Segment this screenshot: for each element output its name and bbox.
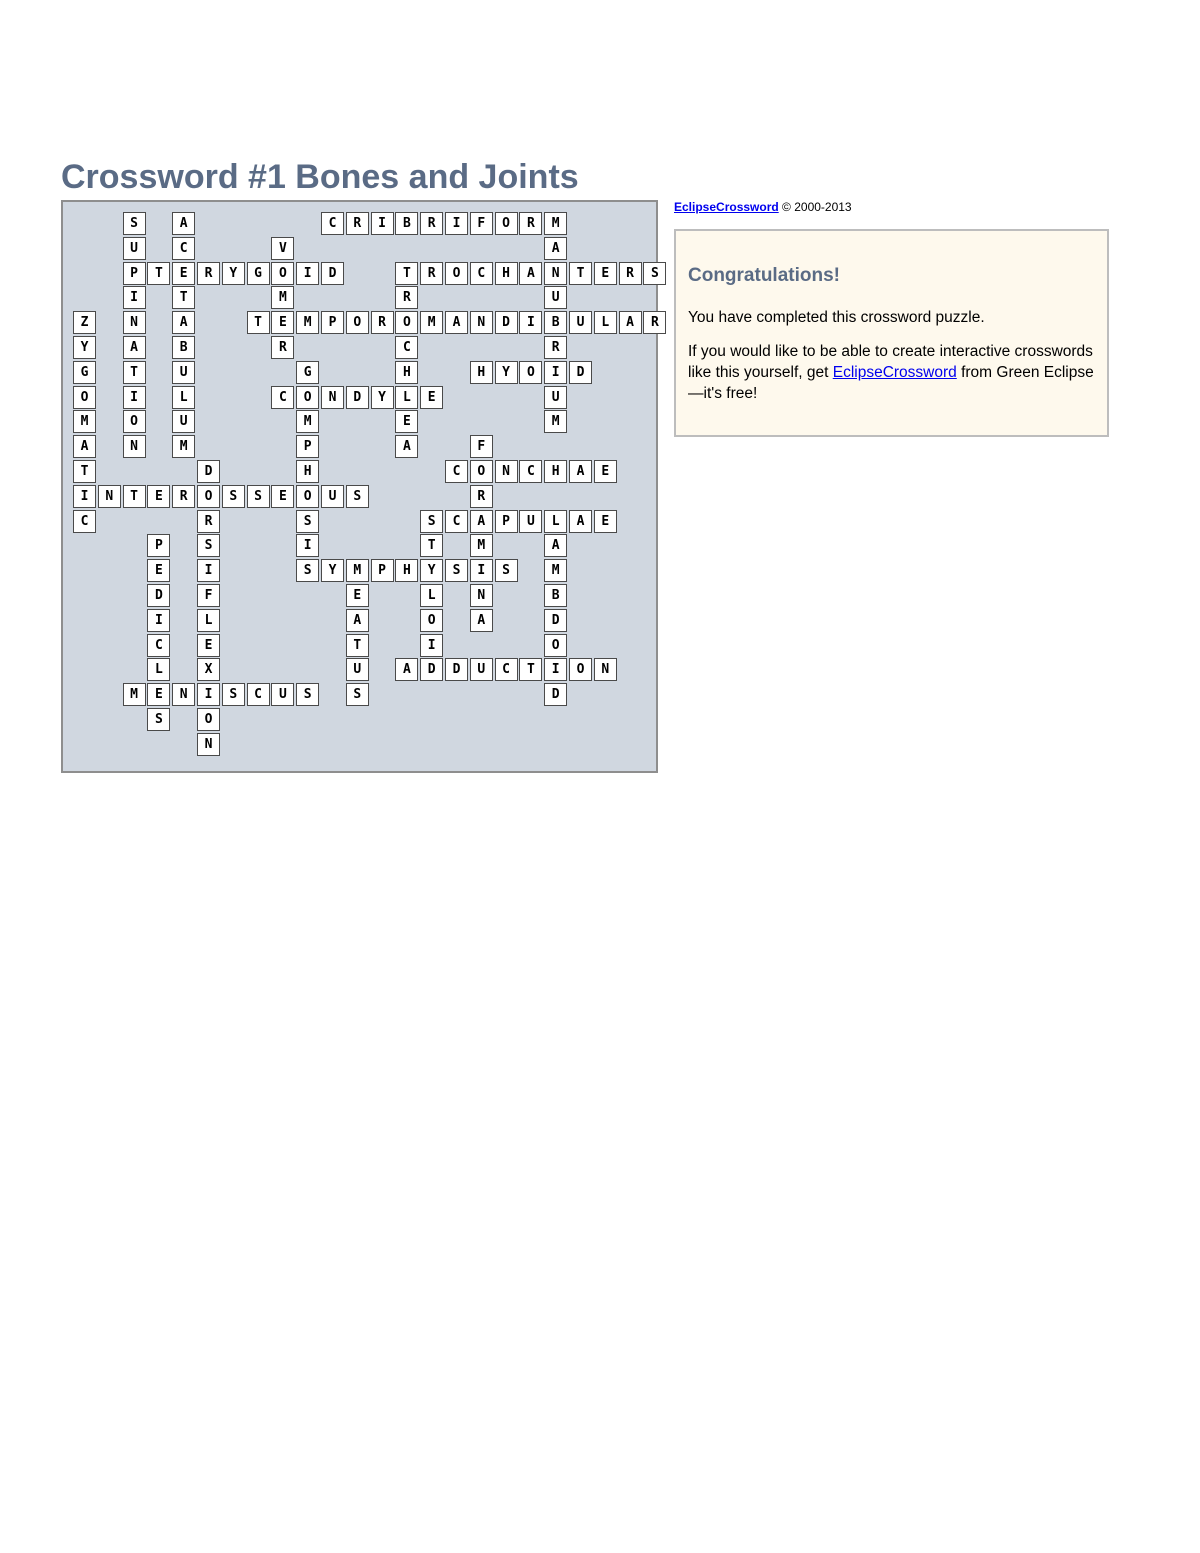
crossword-cell[interactable]: H bbox=[470, 361, 493, 384]
crossword-cell[interactable]: F bbox=[197, 584, 220, 607]
copyright-line bbox=[674, 200, 852, 214]
crossword-cell[interactable]: A bbox=[395, 435, 418, 458]
promo-text-after: from Green Eclipse—it's free! bbox=[688, 364, 1094, 402]
crossword-cell[interactable]: Y bbox=[73, 336, 96, 359]
crossword-cell[interactable]: U bbox=[321, 485, 344, 508]
crossword-cell[interactable]: Y bbox=[371, 386, 394, 409]
crossword-cell[interactable]: P bbox=[371, 559, 394, 582]
crossword-cell[interactable]: P bbox=[296, 435, 319, 458]
crossword-cell[interactable]: D bbox=[544, 609, 567, 632]
crossword-cell[interactable]: C bbox=[321, 212, 344, 235]
crossword-cell[interactable]: V bbox=[271, 237, 294, 260]
crossword-cell[interactable]: D bbox=[147, 584, 170, 607]
crossword-cell[interactable]: S bbox=[420, 510, 443, 533]
promo-text-before: If you would like to be able to create interactive crosswords like this yourself, get bbox=[688, 343, 1093, 381]
congratulations-title: Congratulations! bbox=[688, 265, 840, 286]
crossword-cell[interactable]: S bbox=[222, 683, 245, 706]
crossword-cell[interactable]: E bbox=[197, 634, 220, 657]
crossword-cell[interactable]: A bbox=[544, 534, 567, 557]
crossword-cell[interactable]: I bbox=[445, 212, 468, 235]
crossword-cell[interactable]: E bbox=[420, 386, 443, 409]
crossword-cell[interactable]: E bbox=[172, 262, 195, 285]
eclipsecrossword-link[interactable]: EclipseCrossword bbox=[674, 200, 779, 214]
crossword-cell[interactable]: U bbox=[172, 410, 195, 433]
crossword-cell[interactable]: U bbox=[123, 237, 146, 260]
crossword-cell[interactable]: C bbox=[271, 386, 294, 409]
crossword-cell[interactable]: T bbox=[73, 460, 96, 483]
crossword-cell[interactable]: I bbox=[470, 559, 493, 582]
crossword-cell[interactable]: N bbox=[544, 262, 567, 285]
crossword-cell[interactable]: M bbox=[271, 286, 294, 309]
crossword-cell[interactable]: I bbox=[296, 534, 319, 557]
crossword-cell[interactable]: N bbox=[98, 485, 121, 508]
crossword-cell[interactable]: C bbox=[445, 510, 468, 533]
crossword-cell[interactable]: A bbox=[346, 609, 369, 632]
crossword-cell[interactable]: A bbox=[172, 311, 195, 334]
crossword-cell[interactable]: O bbox=[544, 634, 567, 657]
crossword-cell[interactable]: R bbox=[172, 485, 195, 508]
crossword-cell[interactable]: A bbox=[470, 510, 493, 533]
crossword-cell[interactable]: R bbox=[197, 510, 220, 533]
crossword-cell[interactable]: O bbox=[495, 212, 518, 235]
crossword-cell[interactable]: I bbox=[519, 311, 542, 334]
crossword-cell[interactable]: U bbox=[271, 683, 294, 706]
crossword-cell[interactable]: C bbox=[495, 658, 518, 681]
crossword-cell[interactable]: P bbox=[495, 510, 518, 533]
crossword-cell[interactable]: G bbox=[247, 262, 270, 285]
crossword-cell[interactable]: O bbox=[346, 311, 369, 334]
crossword-cell[interactable]: U bbox=[544, 286, 567, 309]
crossword-cell[interactable]: C bbox=[147, 634, 170, 657]
crossword-cell[interactable]: I bbox=[371, 212, 394, 235]
crossword-cell[interactable]: N bbox=[495, 460, 518, 483]
crossword-cell[interactable]: R bbox=[619, 262, 642, 285]
crossword-cell[interactable]: L bbox=[395, 386, 418, 409]
crossword-cell[interactable]: A bbox=[544, 237, 567, 260]
crossword-cell[interactable]: M bbox=[544, 559, 567, 582]
crossword-cell[interactable]: H bbox=[544, 460, 567, 483]
crossword-cell[interactable]: M bbox=[544, 212, 567, 235]
crossword-cell[interactable]: E bbox=[395, 410, 418, 433]
crossword-cell[interactable]: T bbox=[123, 361, 146, 384]
crossword-cell[interactable]: L bbox=[594, 311, 617, 334]
crossword-cell[interactable]: T bbox=[123, 485, 146, 508]
crossword-cell[interactable]: A bbox=[445, 311, 468, 334]
crossword-cell[interactable]: M bbox=[420, 311, 443, 334]
crossword-cell[interactable]: C bbox=[172, 237, 195, 260]
crossword-cell[interactable]: D bbox=[569, 361, 592, 384]
page-title: Crossword #1 Bones and Joints bbox=[61, 158, 579, 196]
crossword-cell[interactable]: L bbox=[420, 584, 443, 607]
crossword-cell[interactable]: E bbox=[147, 559, 170, 582]
crossword-cell[interactable]: N bbox=[321, 386, 344, 409]
crossword-cell[interactable]: X bbox=[197, 658, 220, 681]
crossword-cell[interactable]: S bbox=[296, 510, 319, 533]
crossword-cell[interactable]: D bbox=[445, 658, 468, 681]
crossword-cell[interactable]: D bbox=[495, 311, 518, 334]
promo-eclipsecrossword-link[interactable]: EclipseCrossword bbox=[832, 364, 957, 381]
crossword-cell[interactable]: M bbox=[73, 410, 96, 433]
crossword-cell[interactable]: M bbox=[296, 410, 319, 433]
crossword-cell[interactable]: D bbox=[321, 262, 344, 285]
crossword-cell[interactable]: H bbox=[495, 262, 518, 285]
crossword-cell[interactable]: H bbox=[395, 361, 418, 384]
crossword-cell[interactable]: R bbox=[197, 262, 220, 285]
crossword-cell[interactable]: Y bbox=[321, 559, 344, 582]
crossword-cell[interactable]: O bbox=[271, 262, 294, 285]
crossword-cell[interactable]: P bbox=[321, 311, 344, 334]
crossword-cell[interactable]: M bbox=[172, 435, 195, 458]
crossword-cell[interactable]: U bbox=[470, 658, 493, 681]
crossword-cell[interactable]: U bbox=[172, 361, 195, 384]
crossword-cell[interactable]: A bbox=[73, 435, 96, 458]
crossword-cell[interactable]: L bbox=[147, 658, 170, 681]
crossword-cell[interactable]: B bbox=[544, 584, 567, 607]
crossword-cell[interactable]: I bbox=[123, 286, 146, 309]
crossword-cell[interactable]: H bbox=[395, 559, 418, 582]
crossword-cell[interactable]: M bbox=[346, 559, 369, 582]
crossword-cell[interactable]: S bbox=[495, 559, 518, 582]
crossword-cell[interactable]: T bbox=[569, 262, 592, 285]
crossword-cell[interactable]: L bbox=[172, 386, 195, 409]
crossword-cell[interactable]: A bbox=[470, 609, 493, 632]
crossword-cell[interactable]: G bbox=[73, 361, 96, 384]
crossword-cell[interactable]: N bbox=[594, 658, 617, 681]
crossword-cell[interactable]: A bbox=[172, 212, 195, 235]
crossword-cell[interactable]: C bbox=[73, 510, 96, 533]
crossword-cell[interactable]: B bbox=[395, 212, 418, 235]
crossword-cell[interactable]: A bbox=[569, 510, 592, 533]
crossword-cell[interactable]: I bbox=[197, 683, 220, 706]
crossword-cell[interactable]: R bbox=[470, 485, 493, 508]
crossword-cell[interactable]: I bbox=[73, 485, 96, 508]
crossword-cell[interactable]: I bbox=[147, 609, 170, 632]
crossword-cell[interactable]: E bbox=[594, 460, 617, 483]
crossword-cell[interactable]: L bbox=[197, 609, 220, 632]
crossword-cell[interactable]: N bbox=[470, 311, 493, 334]
crossword-cell[interactable]: N bbox=[123, 311, 146, 334]
crossword-cell[interactable]: S bbox=[643, 262, 666, 285]
crossword-cell[interactable]: O bbox=[519, 361, 542, 384]
crossword-cell[interactable]: E bbox=[271, 485, 294, 508]
crossword-cell[interactable]: R bbox=[544, 336, 567, 359]
crossword-cell[interactable]: E bbox=[271, 311, 294, 334]
crossword-cell[interactable]: S bbox=[346, 683, 369, 706]
promo-message bbox=[688, 341, 1095, 404]
crossword-cell[interactable]: P bbox=[123, 262, 146, 285]
crossword-cell[interactable]: N bbox=[197, 733, 220, 756]
crossword-cell[interactable]: D bbox=[420, 658, 443, 681]
crossword-cell[interactable]: Z bbox=[73, 311, 96, 334]
crossword-cell[interactable]: C bbox=[247, 683, 270, 706]
crossword-cell[interactable]: Y bbox=[420, 559, 443, 582]
crossword-cell[interactable]: A bbox=[519, 262, 542, 285]
crossword-cell[interactable]: Y bbox=[222, 262, 245, 285]
crossword-cell[interactable]: R bbox=[395, 286, 418, 309]
crossword-cell[interactable]: F bbox=[470, 435, 493, 458]
crossword-cell[interactable]: I bbox=[420, 634, 443, 657]
crossword-cell[interactable]: T bbox=[247, 311, 270, 334]
crossword-cell[interactable]: S bbox=[123, 212, 146, 235]
crossword-cell[interactable]: O bbox=[470, 460, 493, 483]
crossword-cell[interactable]: R bbox=[420, 212, 443, 235]
crossword-cell[interactable]: D bbox=[544, 683, 567, 706]
crossword-cell[interactable]: I bbox=[544, 361, 567, 384]
crossword-cell[interactable]: I bbox=[544, 658, 567, 681]
crossword-cell[interactable]: O bbox=[420, 609, 443, 632]
crossword-cell[interactable]: M bbox=[296, 311, 319, 334]
crossword-cell[interactable]: N bbox=[123, 435, 146, 458]
crossword-cell[interactable]: C bbox=[519, 460, 542, 483]
crossword-cell[interactable]: U bbox=[346, 658, 369, 681]
crossword-cell[interactable]: I bbox=[296, 262, 319, 285]
crossword-cell[interactable]: T bbox=[147, 262, 170, 285]
crossword-cell[interactable]: O bbox=[296, 485, 319, 508]
crossword-cell[interactable]: R bbox=[519, 212, 542, 235]
crossword-cell[interactable]: O bbox=[395, 311, 418, 334]
crossword-cell[interactable]: S bbox=[296, 559, 319, 582]
crossword-cell[interactable]: A bbox=[569, 460, 592, 483]
crossword-cell[interactable]: A bbox=[619, 311, 642, 334]
congratulations-panel bbox=[674, 229, 1109, 437]
crossword-cell[interactable]: G bbox=[296, 361, 319, 384]
crossword-cell[interactable]: F bbox=[470, 212, 493, 235]
crossword-cell[interactable]: D bbox=[346, 386, 369, 409]
crossword-cell[interactable]: T bbox=[395, 262, 418, 285]
crossword-cell[interactable]: T bbox=[519, 658, 542, 681]
copyright-text: © 2000-2013 bbox=[782, 200, 852, 214]
completion-message: You have completed this crossword puzzle. bbox=[688, 309, 985, 326]
crossword-cell[interactable]: S bbox=[445, 559, 468, 582]
crossword-cell[interactable]: E bbox=[594, 262, 617, 285]
crossword-cell[interactable]: S bbox=[346, 485, 369, 508]
crossword-cell[interactable]: R bbox=[346, 212, 369, 235]
crossword-cell[interactable]: H bbox=[296, 460, 319, 483]
crossword-cell[interactable]: M bbox=[544, 410, 567, 433]
crossword-cell[interactable]: I bbox=[197, 559, 220, 582]
crossword-cell[interactable]: O bbox=[569, 658, 592, 681]
crossword-cell[interactable]: B bbox=[172, 336, 195, 359]
crossword-cell[interactable]: I bbox=[123, 386, 146, 409]
crossword-cell[interactable]: D bbox=[197, 460, 220, 483]
crossword-cell[interactable]: S bbox=[296, 683, 319, 706]
crossword-cell[interactable]: L bbox=[544, 510, 567, 533]
crossword-cell[interactable]: T bbox=[172, 286, 195, 309]
crossword-cell[interactable]: A bbox=[123, 336, 146, 359]
crossword-grid bbox=[61, 200, 658, 773]
crossword-cell[interactable]: R bbox=[420, 262, 443, 285]
crossword-cell[interactable]: O bbox=[197, 485, 220, 508]
crossword-cell[interactable]: S bbox=[222, 485, 245, 508]
crossword-cell[interactable]: E bbox=[147, 683, 170, 706]
crossword-cell[interactable]: R bbox=[643, 311, 666, 334]
crossword-cell[interactable]: C bbox=[445, 460, 468, 483]
crossword-cell[interactable]: U bbox=[569, 311, 592, 334]
crossword-cell[interactable]: A bbox=[395, 658, 418, 681]
crossword-cell[interactable]: O bbox=[296, 386, 319, 409]
crossword-cell[interactable]: S bbox=[247, 485, 270, 508]
crossword-cell[interactable]: S bbox=[147, 708, 170, 731]
crossword-cell[interactable]: C bbox=[470, 262, 493, 285]
crossword-cell[interactable]: E bbox=[147, 485, 170, 508]
crossword-cell[interactable]: U bbox=[519, 510, 542, 533]
crossword-cell[interactable]: E bbox=[594, 510, 617, 533]
crossword-cell[interactable]: U bbox=[544, 386, 567, 409]
crossword-cell[interactable]: T bbox=[420, 534, 443, 557]
crossword-cell[interactable]: T bbox=[346, 634, 369, 657]
crossword-cell[interactable]: R bbox=[271, 336, 294, 359]
crossword-cell[interactable]: P bbox=[147, 534, 170, 557]
crossword-cell[interactable]: S bbox=[197, 534, 220, 557]
crossword-cell[interactable]: E bbox=[346, 584, 369, 607]
crossword-cell[interactable]: O bbox=[197, 708, 220, 731]
crossword-cell[interactable]: Y bbox=[495, 361, 518, 384]
crossword-cell[interactable]: N bbox=[470, 584, 493, 607]
crossword-cell[interactable]: O bbox=[73, 386, 96, 409]
crossword-cell[interactable]: B bbox=[544, 311, 567, 334]
crossword-cell[interactable]: M bbox=[123, 683, 146, 706]
crossword-cell[interactable]: M bbox=[470, 534, 493, 557]
crossword-cell[interactable]: C bbox=[395, 336, 418, 359]
crossword-cell[interactable]: O bbox=[123, 410, 146, 433]
crossword-cell[interactable]: O bbox=[445, 262, 468, 285]
crossword-cell[interactable]: N bbox=[172, 683, 195, 706]
crossword-cell[interactable]: R bbox=[371, 311, 394, 334]
